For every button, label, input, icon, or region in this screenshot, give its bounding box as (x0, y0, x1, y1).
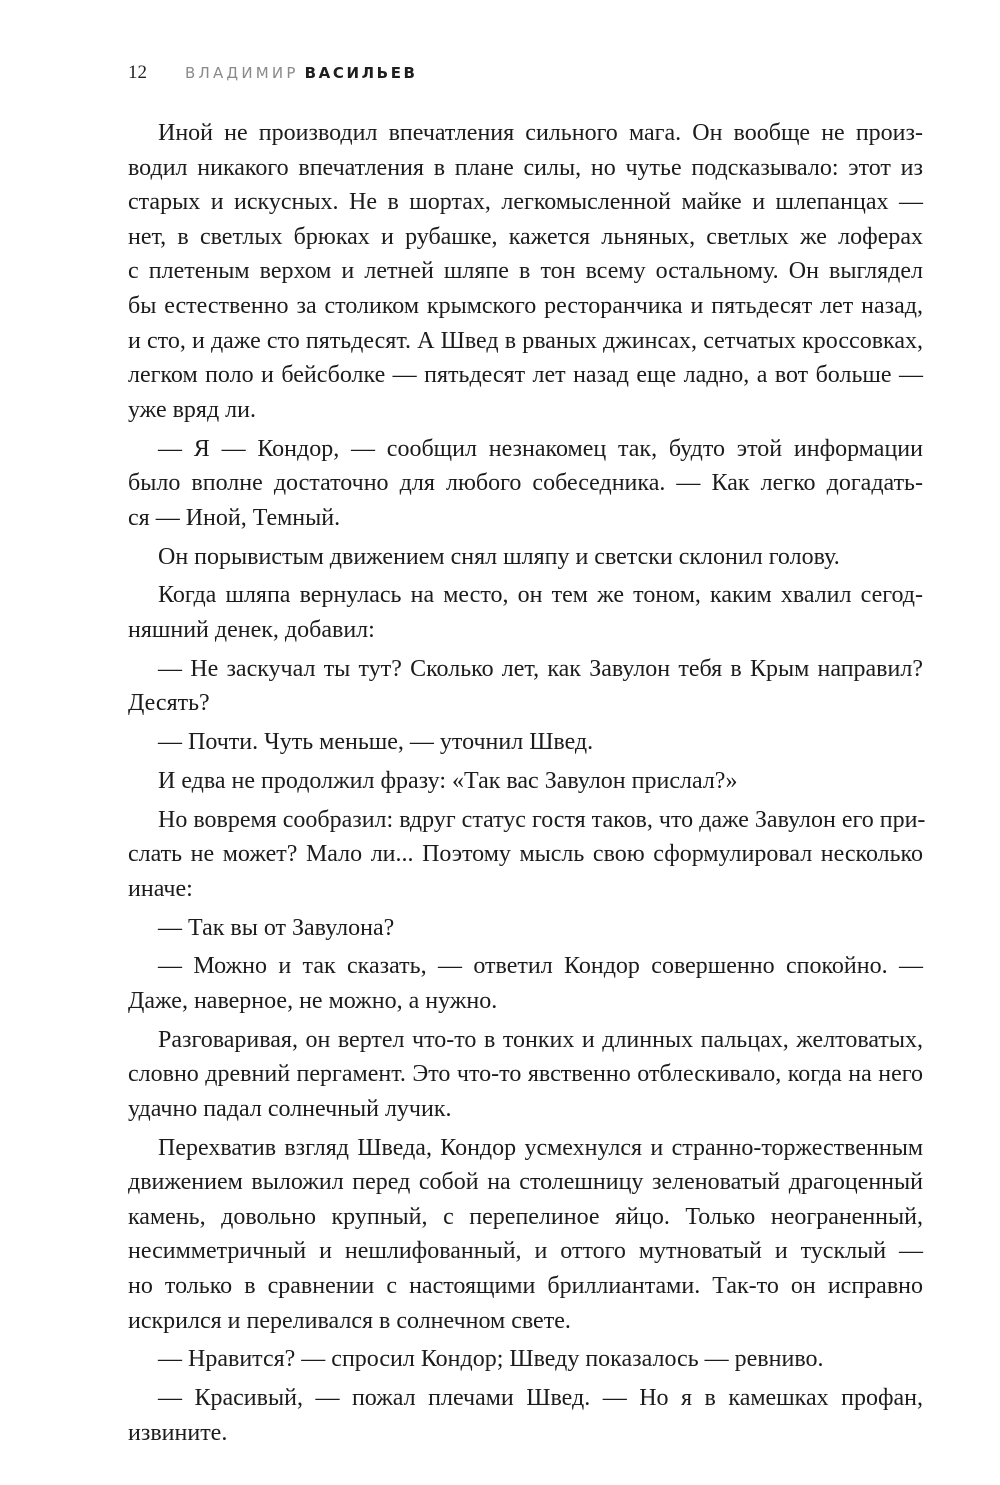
paragraph (128, 116, 923, 427)
paragraph (128, 540, 923, 575)
paragraph (128, 949, 923, 1018)
paragraph (128, 432, 923, 536)
text-line: с плетеным верхом и летней шляпе в тон всему остальному. Он выглядел (128, 258, 923, 285)
running-head (128, 62, 418, 86)
text-line: — Нравится? — спросил Кондор; Шведу показалось — ревниво. (158, 1346, 824, 1373)
paragraph (128, 764, 923, 799)
text-line: — Красивый, — пожал плечами Швед. — Но я в камешках профан, (158, 1385, 923, 1412)
text-line: — Я — Кондор, — сообщил незнакомец так, будто этой информации (158, 435, 923, 462)
text-line: бы естественно за столиком крымского ресторанчика и пятьдесят лет назад, (128, 292, 923, 319)
text-line: И едва не продолжил фразу: «Так вас Завулон прислал?» (158, 767, 738, 794)
paragraph (128, 1023, 923, 1127)
text-line: удачно падал солнечный лучик. (128, 1095, 452, 1122)
paragraph (128, 578, 923, 647)
text-line: слать не может? Мало ли... Поэтому мысль свою сформулировал несколько (128, 841, 923, 868)
author-first-name: ВЛАДИМИР (185, 64, 299, 82)
text-line: нет, в светлых брюках и рубашке, кажется льняных, светлых же лоферах (128, 223, 923, 250)
text-line: извините. (128, 1419, 228, 1446)
text-line: — Так вы от Завулона? (158, 914, 395, 941)
author-last-name: ВАСИЛЬЕВ (304, 64, 418, 82)
paragraph (128, 1131, 923, 1339)
paragraph (128, 1342, 923, 1377)
text-line: — Почти. Чуть меньше, — уточнил Швед. (158, 729, 594, 756)
text-line: легком поло и бейсболке — пятьдесят лет назад еще ладно, а вот больше — (128, 362, 923, 389)
text-line: старых и искусных. Не в шортах, легкомысленной майке и шлепанцах — (128, 189, 923, 216)
paragraph (128, 1381, 923, 1450)
text-line: — Можно и так сказать, — ответил Кондор совершенно спокойно. — (158, 953, 923, 980)
paragraph (128, 725, 923, 760)
text-line: словно древний пергамент. Это что-то явственно отблескивало, когда на него (128, 1061, 923, 1088)
paragraph (128, 911, 923, 946)
text-line: Но вовремя сообразил: вдруг статус гостя таков, что даже Завулон его при- (158, 806, 926, 833)
text-line: няшний денек, добавил: (128, 616, 375, 643)
text-line: уже вряд ли. (128, 396, 257, 423)
text-line: — Не заскучал ты тут? Сколько лет, как Завулон тебя в Крым направил? (158, 655, 923, 682)
paragraph (128, 652, 923, 721)
text-line: ся — Иной, Темный. (128, 504, 341, 531)
text-line: движением выложил перед собой на столешницу зеленоватый драгоценный (128, 1169, 923, 1196)
text-line: камень, довольно крупный, с перепелиное яйцо. Только неограненный, (128, 1203, 923, 1230)
text-line: Перехватив взгляд Шведа, Кондор усмехнулся и странно-торжественным (158, 1134, 923, 1161)
text-line: Разговаривая, он вертел что-то в тонких и длинных пальцах, желтоватых, (158, 1026, 923, 1053)
text-line: и сто, и даже сто пятьдесят. А Швед в рваных джинсах, сетчатых кроссовках, (128, 327, 923, 354)
text-line: Когда шляпа вернулась на место, он тем же тоном, каким хвалил сегод- (158, 582, 923, 609)
text-line: водил никакого впечатления в плане силы, но чутье подсказывало: этот из (128, 154, 923, 181)
text-line: но только в сравнении с настоящими бриллиантами. Так-то он исправно (128, 1273, 923, 1300)
text-line: было вполне достаточно для любого собеседника. — Как легко догадать- (128, 470, 923, 497)
text-line: иначе: (128, 875, 193, 902)
text-line: Иной не производил впечатления сильного мага. Он вообще не произ- (158, 120, 923, 146)
paragraph (128, 803, 926, 907)
text-line: Он порывистым движением снял шляпу и светски склонил голову. (158, 543, 840, 570)
text-line: несимметричный и нешлифованный, и оттого мутноватый и тусклый — (128, 1238, 923, 1265)
body-text (128, 116, 926, 1450)
page-number: 12 (128, 62, 147, 83)
text-line: Даже, наверное, не можно, а нужно. (128, 987, 498, 1014)
text-line: Десять? (128, 690, 210, 717)
text-line: искрился и переливался в солнечном свете. (128, 1307, 571, 1334)
